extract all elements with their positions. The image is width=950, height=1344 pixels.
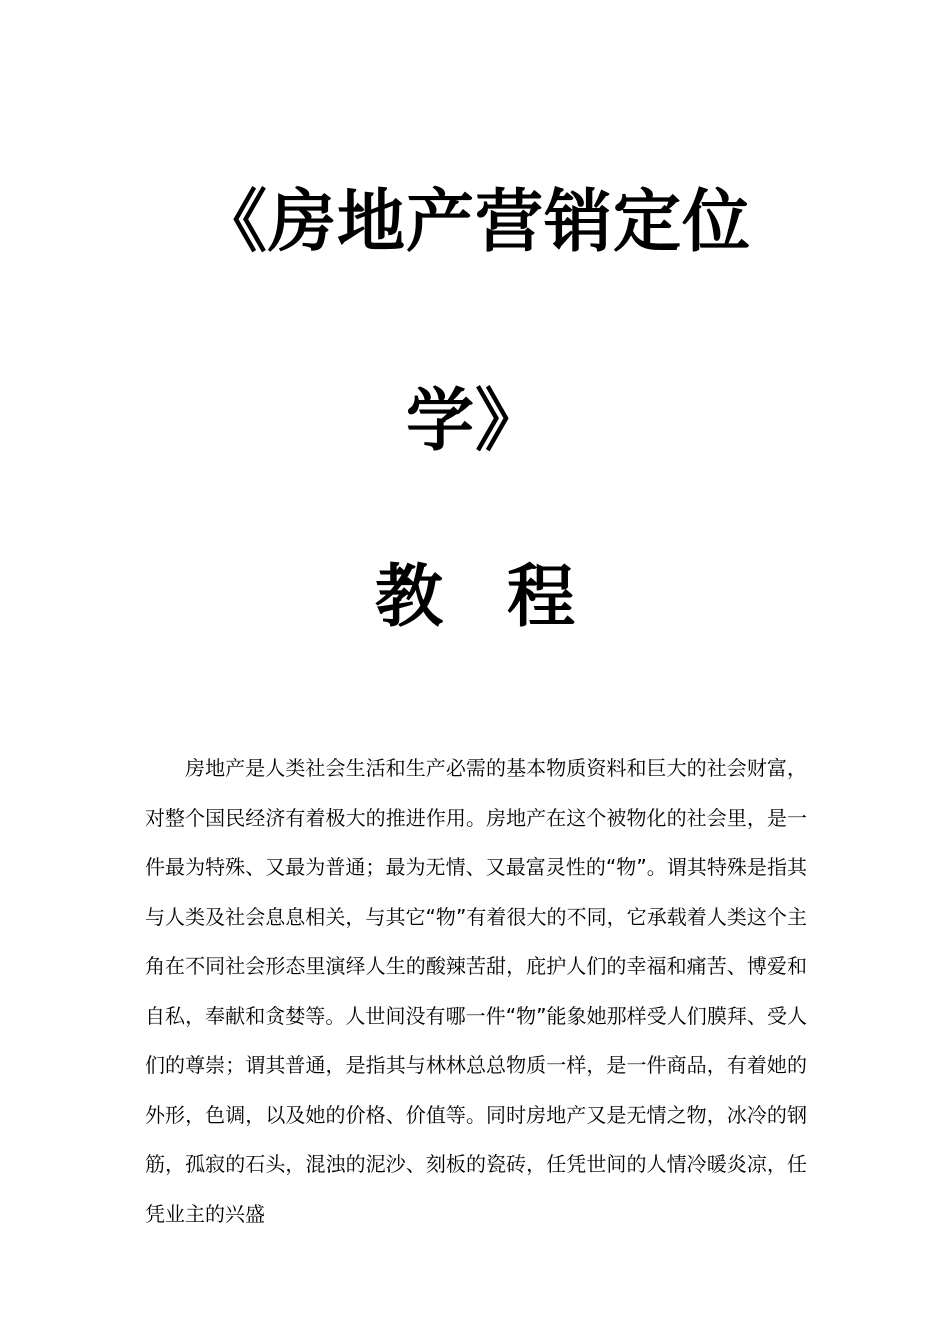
- document-title-line-2: 学》: [405, 382, 544, 461]
- document-subtitle: [0, 558, 950, 638]
- subtitle-char-2: 程: [507, 558, 576, 637]
- body-paragraph: 房地产是人类社会生活和生产必需的基本物质资料和巨大的社会财富，对整个国民经济有着极大的推进作用。房地产在这个被物化的社会里，是一件最为特殊、又最为普通；最为无情、又最富灵性的“物”。谓其特殊是指其与人类及社会息息相关，与其它“物”有着很大的不同，它承载着人类这个主角在不同社会形态里演绎人生的酸辣苦甜，庇护人们的幸福和痛苦、博爱和自私，奉献和贪婪等。人世间没有哪一件“物”能象她那样受人们膜拜、受人们的尊崇；谓其普通，是指其与林林总总物质一样，是一件商品，有着她的外形，色调，以及她的价格、价值等。同时房地产又是无情之物，冰冷的钢筋，孤寂的石头，混浊的泥沙、刻板的瓷砖，任凭世间的人情冷暖炎凉，任凭业主的兴盛: [145, 756, 807, 1226]
- document-title-line-1: 《房地产营销定位: [198, 183, 751, 262]
- subtitle-char-1: 教: [374, 558, 443, 637]
